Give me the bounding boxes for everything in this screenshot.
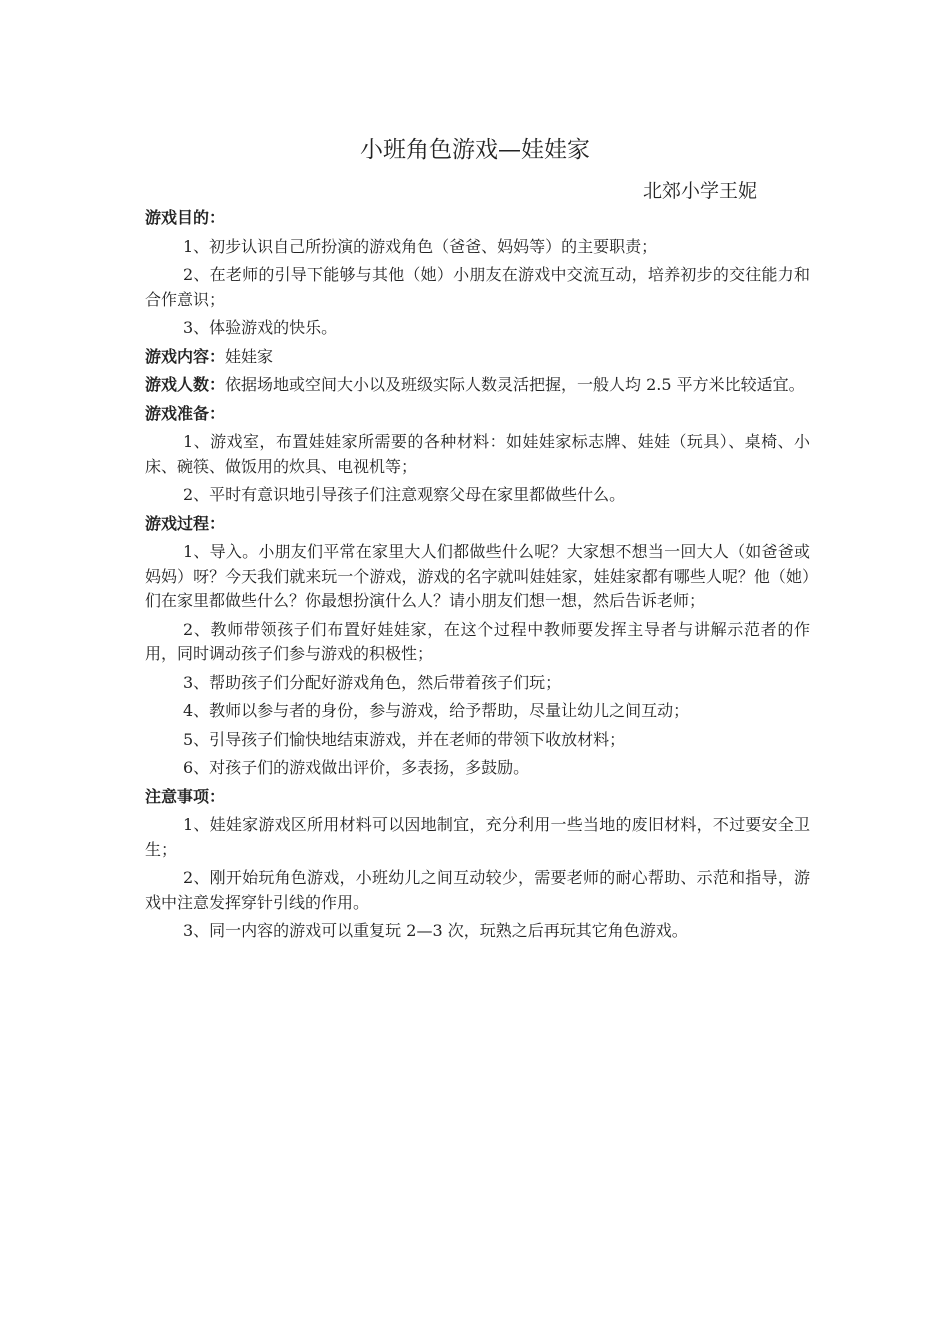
document-author: 北郊小学王妮: [643, 180, 758, 202]
section-heading-goal: 游戏目的：: [145, 208, 226, 227]
section-people-text: 依据场地或空间大小以及班级实际人数灵活把握，一般人均 2.5 平方米比较适宜。: [225, 375, 805, 394]
notes-item: 3、同一内容的游戏可以重复玩 2—3 次，玩熟之后再玩其它角色游戏。: [183, 921, 688, 940]
goal-item: 1、初步认识自己所扮演的游戏角色（爸爸、妈妈等）的主要职责；: [183, 236, 658, 256]
process-item: 6、对孩子们的游戏做出评价，多表扬，多鼓励。: [183, 758, 530, 777]
section-heading-prep: 游戏准备：: [145, 403, 226, 423]
section-content-line: [145, 345, 810, 370]
section-heading-process: 游戏过程：: [145, 513, 226, 533]
process-item: 1、导入。小朋友们平常在家里大人们都做些什么呢？大家想不想当一回大人（如爸爸或妈妈）呀？今天我们就来玩一个游戏，游戏的名字就叫娃娃家，娃娃家都有哪些人呢？他（她）们在家里都做些什么？你最想扮演什么人？请小朋友们想一想，然后告诉老师；: [145, 542, 810, 610]
goal-item: 2、在老师的引导下能够与其他（她）小朋友在游戏中交流互动，培养初步的交往能力和合作意识；: [145, 265, 810, 309]
prep-item: 1、游戏室，布置娃娃家所需要的各种材料：如娃娃家标志牌、娃娃（玩具）、桌椅、小床、碗筷、做饭用的炊具、电视机等；: [145, 432, 810, 476]
notes-item: 2、刚开始玩角色游戏，小班幼儿之间互动较少，需要老师的耐心帮助、示范和指导，游戏中注意发挥穿针引线的作用。: [145, 868, 810, 912]
process-item: 5、引导孩子们愉快地结束游戏，并在老师的带领下收放材料；: [183, 729, 626, 749]
process-item: 2、教师带领孩子们布置好娃娃家，在这个过程中教师要发挥主导者与讲解示范者的作用，同时调动孩子们参与游戏的积极性；: [145, 619, 810, 663]
section-heading-people: 游戏人数：: [145, 375, 226, 394]
notes-item: 1、娃娃家游戏区所用材料可以因地制宜，充分利用一些当地的废旧材料，不过要安全卫生；: [145, 815, 810, 859]
section-heading-notes: 注意事项：: [145, 786, 226, 806]
process-item: 3、帮助孩子们分配好游戏角色，然后带着孩子们玩；: [183, 672, 562, 692]
section-heading-content: 游戏内容：: [145, 346, 226, 366]
goal-item: 3、体验游戏的快乐。: [183, 318, 338, 337]
section-people-line: [145, 373, 810, 398]
prep-item: 2、平时有意识地引导孩子们注意观察父母在家里都做些什么。: [183, 485, 626, 504]
section-content-text: 娃娃家: [225, 346, 274, 366]
process-item: 4、教师以参与者的身份，参与游戏，给予帮助，尽量让幼儿之间互动；: [183, 701, 690, 720]
document-body: [145, 206, 810, 948]
document-title: 小班角色游戏—娃娃家: [360, 137, 590, 163]
